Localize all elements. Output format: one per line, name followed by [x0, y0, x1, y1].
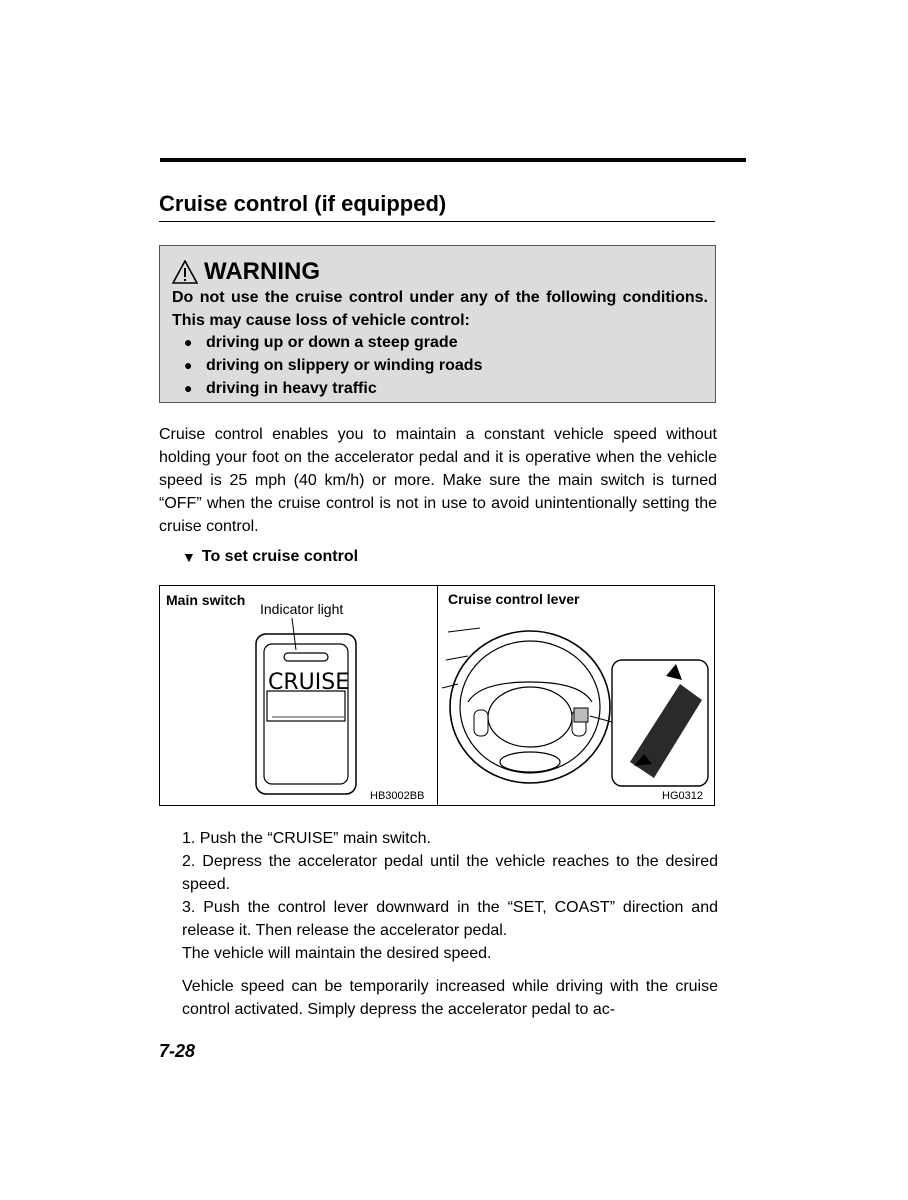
figure-code-right: HG0312 [662, 790, 703, 802]
warning-text: Do not use the cruise control under any of the following conditions. This may cause loss of vehicle control: [172, 289, 708, 329]
intro-paragraph: Cruise control enables you to maintain a constant vehicle speed without holding your foot on the accelerator pedal and it is operative when the vehicle speed is 25 mph (40 km/h) or more. Make sure the main switch is turned “OFF” when the cruise control is not in use to avoid unintentionally setting the cruise control. [159, 426, 717, 535]
step-3: 3. Push the control lever downward in the “SET, COAST” direction and release it. Then release the accelerator pedal. [182, 899, 718, 939]
cruise-switch-text: CRUISE [268, 670, 350, 695]
cruise-lever-label: Cruise control lever [448, 591, 580, 607]
bullet-icon: ● [184, 334, 193, 350]
main-switch-label: Main switch [166, 592, 246, 608]
title-rule [159, 221, 715, 222]
warning-heading: WARNING [204, 258, 320, 285]
step-1: 1. Push the “CRUISE” main switch. [182, 830, 431, 847]
section-title: Cruise control (if equipped) [159, 191, 447, 216]
warning-box [159, 245, 716, 403]
warning-triangle-icon [172, 260, 198, 284]
closing-paragraph: Vehicle speed can be temporarily increased while driving with the cruise control activated. Simply depress the accelerator pedal to ac- [182, 978, 718, 1018]
warning-list [184, 331, 482, 400]
main-switch-illustration [250, 616, 360, 798]
list-item: ● driving on slippery or winding roads [184, 354, 482, 377]
warning-header [172, 258, 320, 286]
indicator-light-label: Indicator light [260, 601, 344, 617]
step-note: The vehicle will maintain the desired speed. [182, 945, 492, 962]
list-item: ● driving up or down a steep grade [184, 331, 482, 354]
list-item: ● driving in heavy traffic [184, 377, 482, 400]
bullet-icon: ● [184, 357, 193, 373]
down-triangle-icon: ▼ [182, 549, 196, 565]
steps [182, 827, 718, 965]
page-number: 7-28 [159, 1041, 196, 1061]
step-2: 2. Depress the accelerator pedal until the vehicle reaches to the desired speed. [182, 853, 718, 893]
steering-wheel-illustration [440, 612, 710, 788]
top-rule [160, 158, 746, 162]
bullet-icon: ● [184, 380, 193, 396]
figure-code-left: HB3002BB [370, 790, 425, 802]
figure-divider [437, 586, 438, 805]
figure [159, 585, 715, 806]
subheading: ▼ To set cruise control [182, 548, 359, 565]
